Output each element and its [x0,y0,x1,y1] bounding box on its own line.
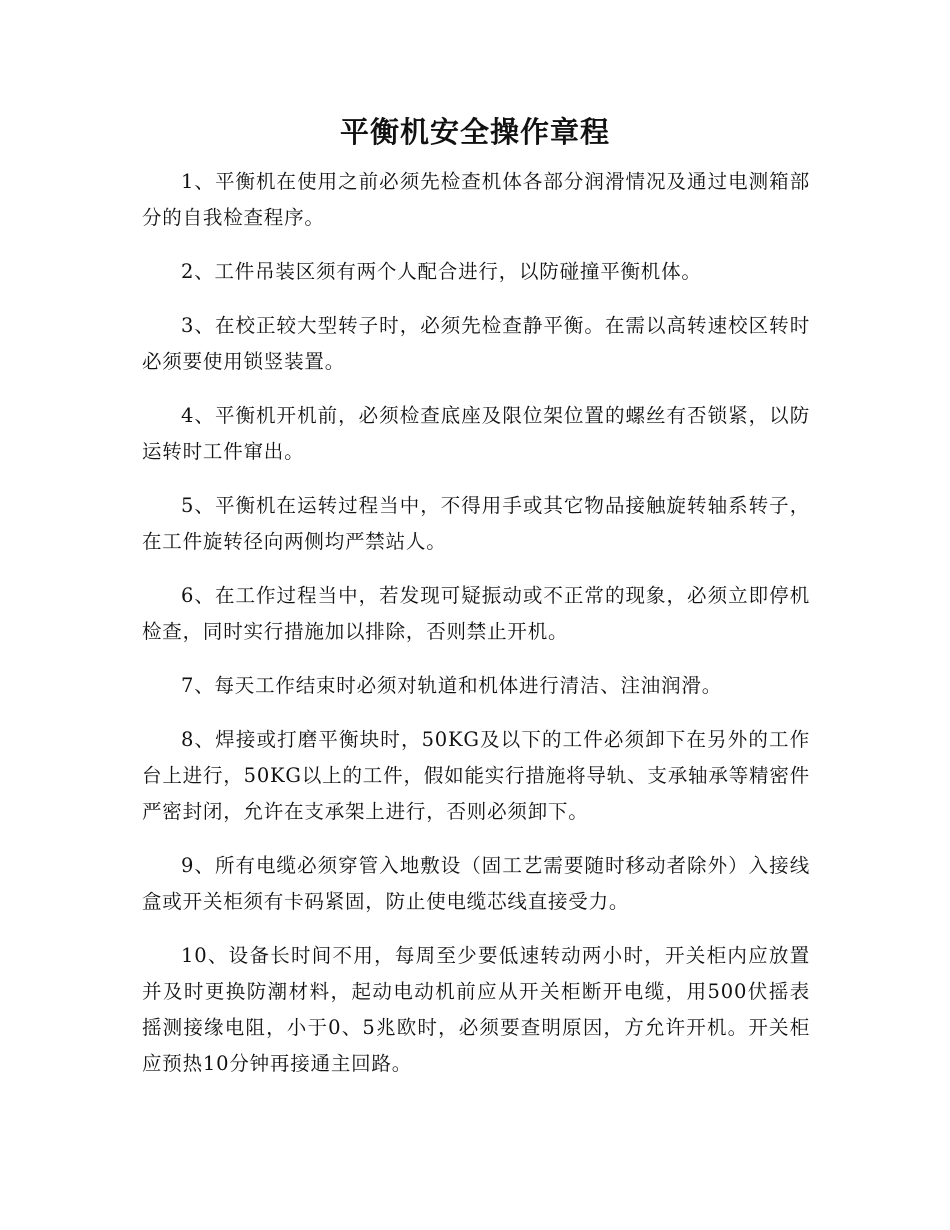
paragraph-7: 7、每天工作结束时必须对轨道和机体进行清洁、注油润滑。 [181,674,723,697]
document-body [142,164,810,1100]
paragraph-8: 8、焊接或打磨平衡块时，50KG及以下的工件必须卸下在另外的工作台上进行，50KG以上的工件，假如能实行措施将导轨、支承轴承等精密件严密封闭，允许在支承架上进行，否则必须卸下。 [142,728,810,823]
page-title: 平衡机安全操作章程 [339,115,610,149]
paragraph-5: 5、平衡机在运转过程当中，不得用手或其它物品接触旋转轴系转子，在工件旋转径向两侧均严禁站人。 [142,494,810,553]
paragraph-9: 9、所有电缆必须穿管入地敷设（固工艺需要随时移动者除外）入接线盒或开关柜须有卡码紧固，防止使电缆芯线直接受力。 [142,854,810,913]
paragraph-1: 1、平衡机在使用之前必须先检查机体各部分润滑情况及通过电测箱部分的自我检查程序。 [142,170,810,229]
paragraph-2: 2、工件吊装区须有两个人配合进行，以防碰撞平衡机体。 [181,260,702,283]
paragraph-3: 3、在校正较大型转子时，必须先检查静平衡。在需以高转速校区转时必须要使用锁竖装置。 [142,314,810,373]
paragraph-10: 10、设备长时间不用，每周至少要低速转动两小时，开关柜内应放置并及时更换防潮材料，起动电动机前应从开关柜断开电缆，用500伏摇表摇测接缘电阻，小于0、5兆欧时，必须要查明原因，方允许开机。开关柜应预热10分钟再接通主回路。 [142,944,810,1075]
paragraph-4: 4、平衡机开机前，必须检查底座及限位架位置的螺丝有否锁紧，以防运转时工件窜出。 [142,404,810,463]
paragraph-6: 6、在工作过程当中，若发现可疑振动或不正常的现象，必须立即停机检查，同时实行措施加以排除，否则禁止开机。 [142,584,810,643]
